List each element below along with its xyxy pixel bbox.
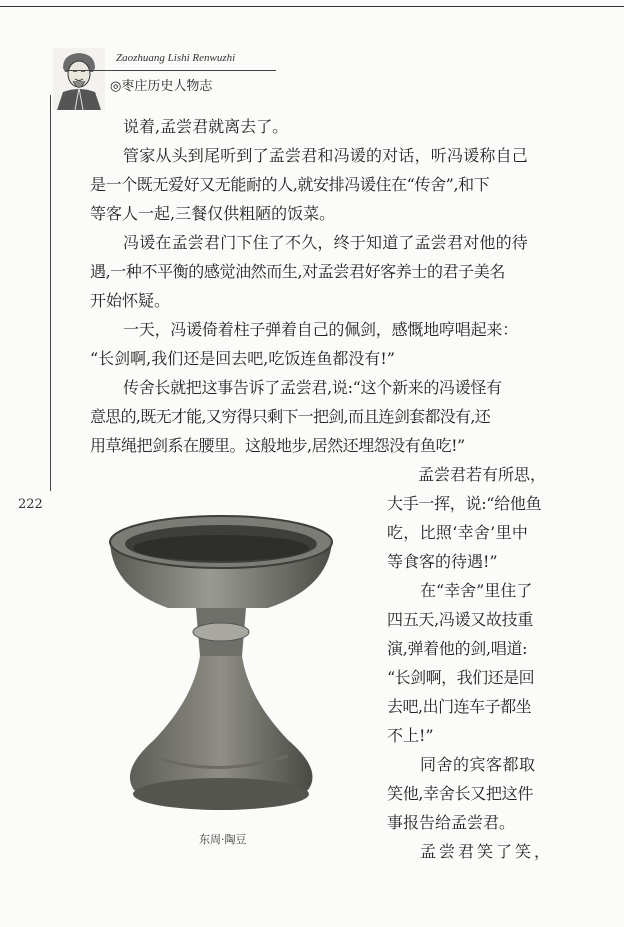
body-line: 用草绳把剑系在腰里。这般地步,居然还埋怨没有鱼吃!” <box>90 436 465 455</box>
body-line: “长剑啊,我们还是回去吧,吃饭连鱼都没有!” <box>90 349 395 368</box>
header-rule <box>66 70 276 71</box>
side-line: 等食客的待遇!” <box>387 552 498 571</box>
body-line: 是一个既无爱好又无能耐的人,就安排冯谖住在“传舍”,和下 <box>90 175 490 194</box>
side-line: 孟尝君笑了笑， <box>420 842 554 861</box>
side-line: 孟尝君若有所思， <box>418 465 547 484</box>
margin-rule <box>50 95 51 491</box>
side-line: 大手一挥，说:“给他鱼 <box>387 494 542 513</box>
body-line: 冯谖在孟尝君门下住了不久，终于知道了孟尝君对他的待 <box>123 233 529 252</box>
scholar-portrait-icon <box>53 48 105 110</box>
top-rule <box>0 6 624 7</box>
side-line: 同舍的宾客都取 <box>420 755 536 774</box>
body-line: 等客人一起,三餐仅供粗陋的饭菜。 <box>90 204 336 223</box>
side-line: 四五天,冯谖又故技重 <box>387 610 534 629</box>
side-line: 事报告给孟尝君。 <box>387 813 516 832</box>
side-line: 在“幸舍”里住了 <box>420 581 533 600</box>
series-title-en: Zaozhuang Lishi Renwuzhi <box>116 52 236 64</box>
body-line: 一天，冯谖倚着柱子弹着自己的佩剑，感慨地哼唱起来： <box>123 320 519 339</box>
body-line: 说着,孟尝君就离去了。 <box>123 117 289 136</box>
side-line: 去吧,出门连车子都坐 <box>387 697 532 716</box>
side-line: 演,弹着他的剑,唱道: <box>387 639 528 658</box>
image-caption: 东周·陶豆 <box>199 833 247 846</box>
side-line: “长剑啊，我们还是回 <box>387 668 535 687</box>
body-line: 传舍长就把这事告诉了孟尝君,说:“这个新来的冯谖怪有 <box>123 378 502 397</box>
body-line: 意思的,既无才能,又穷得只剩下一把剑,而且连剑套都没有,还 <box>90 407 491 426</box>
body-line: 开始怀疑。 <box>90 291 171 310</box>
page-number: 222 <box>18 497 43 512</box>
side-line: 笑他,幸舍长又把这件 <box>387 784 534 803</box>
side-line: 不上!” <box>387 726 434 745</box>
body-line: 管家从头到尾听到了孟尝君和冯谖的对话，听冯谖称自己 <box>123 146 529 165</box>
pottery-dou-photo <box>98 508 344 828</box>
side-line: 吃，比照‘幸舍’里中 <box>387 523 529 542</box>
body-line: 遇,一种不平衡的感觉油然而生,对孟尝君好客养士的君子美名 <box>90 262 505 281</box>
series-title-cn: ◎枣庄历史人物志 <box>110 79 213 94</box>
